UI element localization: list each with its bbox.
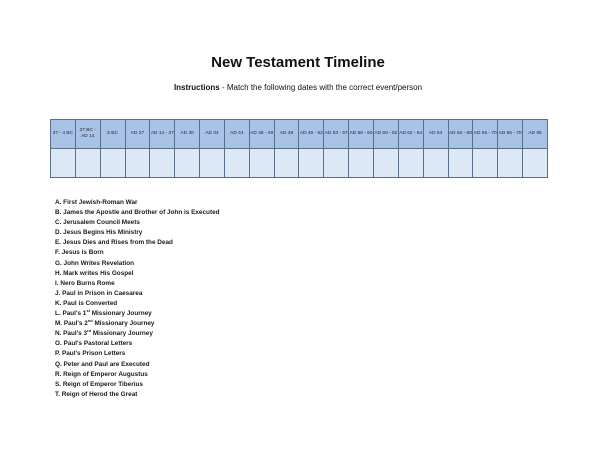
answer-cell[interactable] [373,149,398,178]
event-text: E. Jesus Dies and Rises from the Dead [55,239,173,247]
answer-cell[interactable] [274,149,299,178]
answer-cell[interactable] [125,149,150,178]
event-item [55,329,220,339]
event-text: L. Paul's 1 [55,310,87,318]
event-text-rest: Missionary Journey [89,310,152,318]
date-cell: AD 64 [423,120,448,149]
event-ordinal-suffix: nd [87,318,93,323]
event-item [55,198,220,208]
instructions [0,83,596,92]
event-text: C. Jerusalem Council Meets [55,219,140,227]
event-text: H. Mark writes His Gospel [55,269,134,277]
event-text: I. Nero Burns Rome [55,279,115,287]
instructions-label: Instructions [173,83,220,92]
answer-cell[interactable] [398,149,423,178]
event-item [55,238,220,248]
event-text: Q. Peter and Paul are Executed [55,360,150,368]
event-text-rest: Missionary Journey [92,320,155,328]
event-item [55,218,220,228]
event-text: M. Paul's 2 [55,320,88,328]
date-cell: AD 49 [274,120,299,149]
event-text-rest: Missionary Journey [91,330,153,338]
event-item [55,269,220,279]
answer-cell[interactable] [150,149,175,178]
answer-cell[interactable] [448,149,473,178]
date-cell: AD 53 - 57 [324,120,349,149]
event-item [55,349,220,359]
event-text: G. John Writes Revelation [55,259,135,267]
date-cell: AD 66 - 70 [498,120,523,149]
answer-cell[interactable] [249,149,274,178]
answer-cell[interactable] [324,149,349,178]
event-item [55,228,220,238]
date-cell: AD 62 - 64 [398,120,423,149]
answer-cell[interactable] [423,149,448,178]
answer-cell[interactable] [200,149,225,178]
answer-cell[interactable] [523,149,548,178]
event-item [55,319,220,329]
event-text: T. Reign of Herod the Great [55,390,138,398]
event-item [55,390,220,400]
event-item [55,309,220,319]
event-text: D. Jesus Begins His Ministry [55,229,143,237]
event-text: S. Reign of Emperor Tiberius [55,380,143,388]
date-cell: AD 44 [224,120,249,149]
event-ordinal-suffix: rd [87,328,92,334]
event-text: A. First Jewish-Roman War [55,199,138,206]
date-cell: AD 64 - 68 [448,120,473,149]
date-cell: AD 14 - 37 [150,120,175,149]
timeline-table [50,119,548,178]
answer-cell[interactable] [175,149,200,178]
event-text: P. Paul's Prison Letters [55,350,126,358]
date-cell: AD 58 - 60 [349,120,374,149]
answer-cell[interactable] [349,149,374,178]
event-item [55,339,220,349]
answer-cell[interactable] [51,149,76,178]
date-header-row [51,120,548,149]
event-item [55,370,220,380]
answer-cell[interactable] [299,149,324,178]
event-list [55,198,220,400]
date-cell: 5 BC [100,120,125,149]
event-text: F. Jesus is Born [55,249,104,257]
answer-cell[interactable] [224,149,249,178]
event-text: K. Paul is Converted [55,299,118,307]
event-text: B. James the Apostle and Brother of John is Executed [55,209,220,217]
answer-cell[interactable] [498,149,523,178]
event-text: O. Paul's Pastoral Letters [55,340,133,348]
date-cell: AD 65 - 70 [473,120,498,149]
event-text: J. Paul in Prison in Caesarea [55,289,143,297]
date-cell: AD 34 [200,120,225,149]
event-ordinal-suffix: st [86,307,90,313]
answer-cell[interactable] [473,149,498,178]
date-cell: 27 BC - AD 14 [75,120,100,149]
event-item [55,259,220,269]
event-text: N. Paul's 3 [55,330,88,338]
answer-row [51,149,548,178]
event-item [55,299,220,309]
event-item [55,360,220,370]
page-title: New Testament Timeline [211,54,385,71]
date-cell: AD 46 - 49 [249,120,274,149]
date-cell: AD 95 [523,120,548,149]
event-item [55,248,220,258]
event-item [55,380,220,390]
answer-cell[interactable] [100,149,125,178]
instructions-text: - Match the following dates with the correct event/person [219,83,423,92]
event-item [55,279,220,289]
event-text: R. Reign of Emperor Augustus [55,370,148,378]
date-cell: AD 30 [175,120,200,149]
answer-cell[interactable] [75,149,100,178]
date-cell: AD 49 - 52 [299,120,324,149]
date-cell: 37 - 4 BC [51,120,76,149]
date-cell: AD 27 [125,120,150,149]
event-item [55,289,220,299]
event-item [55,208,220,218]
date-cell: AD 60 - 62 [373,120,398,149]
